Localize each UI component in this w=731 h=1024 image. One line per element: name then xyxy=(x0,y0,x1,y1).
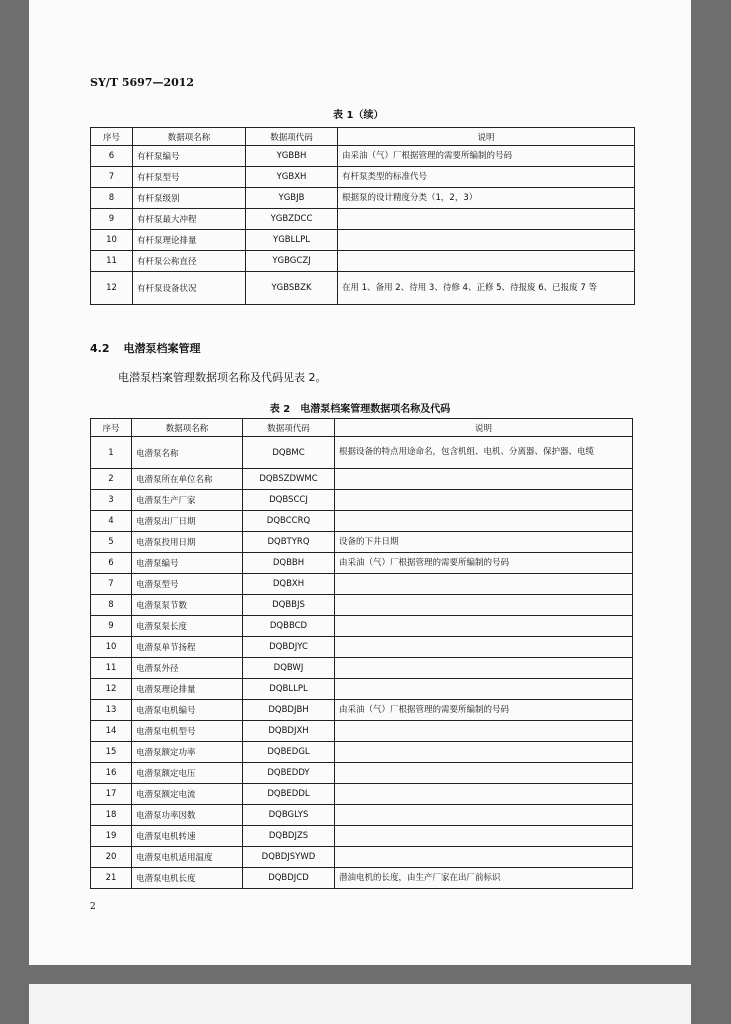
item-description xyxy=(335,847,633,868)
table-row xyxy=(91,146,635,167)
row-number: 15 xyxy=(91,742,132,763)
item-code: DQBGLYS xyxy=(243,805,335,826)
row-number: 11 xyxy=(91,658,132,679)
table-row xyxy=(91,595,633,616)
next-page-edge xyxy=(29,984,691,1024)
item-description xyxy=(335,511,633,532)
table-row xyxy=(91,826,633,847)
item-code: YGBSBZK xyxy=(246,272,338,305)
item-description: 根据泵的设计精度分类（1，2，3） xyxy=(338,188,635,209)
item-code: DQBCCRQ xyxy=(243,511,335,532)
item-name: 电潜泵型号 xyxy=(132,574,243,595)
item-name: 电潜泵电机转速 xyxy=(132,826,243,847)
item-code: YGBJB xyxy=(246,188,338,209)
item-code: DQBTYRQ xyxy=(243,532,335,553)
item-name: 电潜泵名称 xyxy=(132,437,243,469)
item-description: 由采油（气）厂根据管理的需要所编制的号码 xyxy=(335,700,633,721)
table-row xyxy=(91,532,633,553)
section-heading xyxy=(90,340,201,356)
col-header-desc: 说明 xyxy=(335,419,633,437)
row-number: 16 xyxy=(91,763,132,784)
item-description: 由采油（气）厂根据管理的需要所编制的号码 xyxy=(338,146,635,167)
row-number: 2 xyxy=(91,469,132,490)
table2-caption: 表 2 电潜泵档案管理数据项名称及代码 xyxy=(269,404,451,415)
section-intro: 电潜泵档案管理数据项名称及代码见表 2。 xyxy=(118,371,327,384)
item-description xyxy=(335,574,633,595)
row-number: 9 xyxy=(91,209,133,230)
section-number: 4.2 xyxy=(90,342,110,355)
table-row xyxy=(91,721,633,742)
table-row xyxy=(91,616,633,637)
item-description xyxy=(335,763,633,784)
item-code: DQBDJSYWD xyxy=(243,847,335,868)
col-header-desc: 说明 xyxy=(338,128,635,146)
row-number: 8 xyxy=(91,188,133,209)
row-number: 20 xyxy=(91,847,132,868)
table-row xyxy=(91,805,633,826)
item-name: 有杆泵公称直径 xyxy=(133,251,246,272)
item-name: 电潜泵生产厂家 xyxy=(132,490,243,511)
table-row xyxy=(91,679,633,700)
table-row xyxy=(91,188,635,209)
item-description xyxy=(338,209,635,230)
item-code: YGBLLPL xyxy=(246,230,338,251)
table-row xyxy=(91,511,633,532)
document-page xyxy=(29,0,691,965)
table-row xyxy=(91,209,635,230)
item-code: DQBEDDY xyxy=(243,763,335,784)
item-description xyxy=(335,658,633,679)
table-row xyxy=(91,658,633,679)
item-code: DQBDJYC xyxy=(243,637,335,658)
table-row xyxy=(91,742,633,763)
item-code: YGBBH xyxy=(246,146,338,167)
item-code: DQBSCCJ xyxy=(243,490,335,511)
item-description: 设备的下井日期 xyxy=(335,532,633,553)
item-name: 电潜泵理论排量 xyxy=(132,679,243,700)
col-header-no: 序号 xyxy=(91,419,132,437)
item-code: DQBBJS xyxy=(243,595,335,616)
item-code: DQBDJXH xyxy=(243,721,335,742)
table2 xyxy=(90,418,633,889)
item-name: 有杆泵理论排量 xyxy=(133,230,246,251)
item-name: 电潜泵额定功率 xyxy=(132,742,243,763)
item-name: 电潜泵电机型号 xyxy=(132,721,243,742)
row-number: 6 xyxy=(91,146,133,167)
item-description xyxy=(335,637,633,658)
col-header-no: 序号 xyxy=(91,128,133,146)
table-row xyxy=(91,251,635,272)
item-code: YGBZDCC xyxy=(246,209,338,230)
row-number: 5 xyxy=(91,532,132,553)
item-name: 电潜泵泵节数 xyxy=(132,595,243,616)
col-header-name: 数据项名称 xyxy=(132,419,243,437)
item-name: 有杆泵编号 xyxy=(133,146,246,167)
item-name: 电潜泵电机适用温度 xyxy=(132,847,243,868)
standard-code: SY/T 5697—2012 xyxy=(90,76,195,89)
item-description xyxy=(335,616,633,637)
item-name: 电潜泵投用日期 xyxy=(132,532,243,553)
item-code: DQBLLPL xyxy=(243,679,335,700)
row-number: 1 xyxy=(91,437,132,469)
table2-body xyxy=(91,437,633,889)
item-code: DQBEDDL xyxy=(243,784,335,805)
item-name: 电潜泵功率因数 xyxy=(132,805,243,826)
item-code: DQBBH xyxy=(243,553,335,574)
row-number: 17 xyxy=(91,784,132,805)
item-name: 电潜泵外径 xyxy=(132,658,243,679)
item-name: 电潜泵编号 xyxy=(132,553,243,574)
item-name: 有杆泵最大冲程 xyxy=(133,209,246,230)
item-description xyxy=(335,469,633,490)
item-code: YGBGCZJ xyxy=(246,251,338,272)
row-number: 12 xyxy=(91,679,132,700)
table1-header-row xyxy=(91,128,635,146)
table-row xyxy=(91,553,633,574)
section-title: 电潜泵档案管理 xyxy=(123,342,201,355)
table-row xyxy=(91,847,633,868)
item-name: 电潜泵额定电流 xyxy=(132,784,243,805)
item-code: DQBEDGL xyxy=(243,742,335,763)
table-row xyxy=(91,272,635,305)
row-number: 7 xyxy=(91,167,133,188)
item-description xyxy=(335,826,633,847)
table-row xyxy=(91,469,633,490)
row-number: 21 xyxy=(91,868,132,889)
item-name: 电潜泵所在单位名称 xyxy=(132,469,243,490)
table2-header-row xyxy=(91,419,633,437)
table1-caption: 表 1（续） xyxy=(333,110,384,121)
item-code: YGBXH xyxy=(246,167,338,188)
item-description xyxy=(335,784,633,805)
item-code: DQBBCD xyxy=(243,616,335,637)
item-description: 有杆泵类型的标准代号 xyxy=(338,167,635,188)
item-name: 电潜泵单节扬程 xyxy=(132,637,243,658)
row-number: 18 xyxy=(91,805,132,826)
item-name: 有杆泵级别 xyxy=(133,188,246,209)
item-code: DQBDJCD xyxy=(243,868,335,889)
table-row xyxy=(91,490,633,511)
item-name: 电潜泵额定电压 xyxy=(132,763,243,784)
item-description xyxy=(335,595,633,616)
table-row xyxy=(91,574,633,595)
col-header-code: 数据项代码 xyxy=(243,419,335,437)
table-row xyxy=(91,230,635,251)
item-description xyxy=(338,230,635,251)
table-row xyxy=(91,868,633,889)
row-number: 13 xyxy=(91,700,132,721)
item-name: 电潜泵泵长度 xyxy=(132,616,243,637)
page-number: 2 xyxy=(90,902,96,912)
item-name: 有杆泵型号 xyxy=(133,167,246,188)
table1 xyxy=(90,127,635,305)
table-row xyxy=(91,700,633,721)
row-number: 10 xyxy=(91,637,132,658)
table-row xyxy=(91,437,633,469)
item-description: 由采油（气）厂根据管理的需要所编制的号码 xyxy=(335,553,633,574)
table-row xyxy=(91,763,633,784)
row-number: 11 xyxy=(91,251,133,272)
item-description xyxy=(335,490,633,511)
row-number: 4 xyxy=(91,511,132,532)
row-number: 8 xyxy=(91,595,132,616)
item-name: 电潜泵出厂日期 xyxy=(132,511,243,532)
col-header-name: 数据项名称 xyxy=(133,128,246,146)
item-code: DQBDJZS xyxy=(243,826,335,847)
table-row xyxy=(91,784,633,805)
item-description xyxy=(335,679,633,700)
row-number: 6 xyxy=(91,553,132,574)
row-number: 12 xyxy=(91,272,133,305)
row-number: 19 xyxy=(91,826,132,847)
item-code: DQBMC xyxy=(243,437,335,469)
item-description: 潜油电机的长度，由生产厂家在出厂前标识 xyxy=(335,868,633,889)
item-description: 根据设备的特点用途命名，包含机组、电机、分离器、保护器、电缆 xyxy=(335,437,633,469)
item-code: DQBWJ xyxy=(243,658,335,679)
row-number: 7 xyxy=(91,574,132,595)
item-code: DQBSZDWMC xyxy=(243,469,335,490)
item-name: 电潜泵电机编号 xyxy=(132,700,243,721)
table-row xyxy=(91,167,635,188)
item-description xyxy=(335,742,633,763)
item-name: 电潜泵电机长度 xyxy=(132,868,243,889)
row-number: 9 xyxy=(91,616,132,637)
row-number: 10 xyxy=(91,230,133,251)
table-row xyxy=(91,637,633,658)
row-number: 3 xyxy=(91,490,132,511)
row-number: 14 xyxy=(91,721,132,742)
item-code: DQBXH xyxy=(243,574,335,595)
col-header-code: 数据项代码 xyxy=(246,128,338,146)
table1-body xyxy=(91,146,635,305)
item-description xyxy=(335,721,633,742)
item-name: 有杆泵设备状况 xyxy=(133,272,246,305)
item-code: DQBDJBH xyxy=(243,700,335,721)
item-description: 在用 1、备用 2、待用 3、待修 4、正修 5、待报废 6、已报废 7 等 xyxy=(338,272,635,305)
item-description xyxy=(335,805,633,826)
item-description xyxy=(338,251,635,272)
